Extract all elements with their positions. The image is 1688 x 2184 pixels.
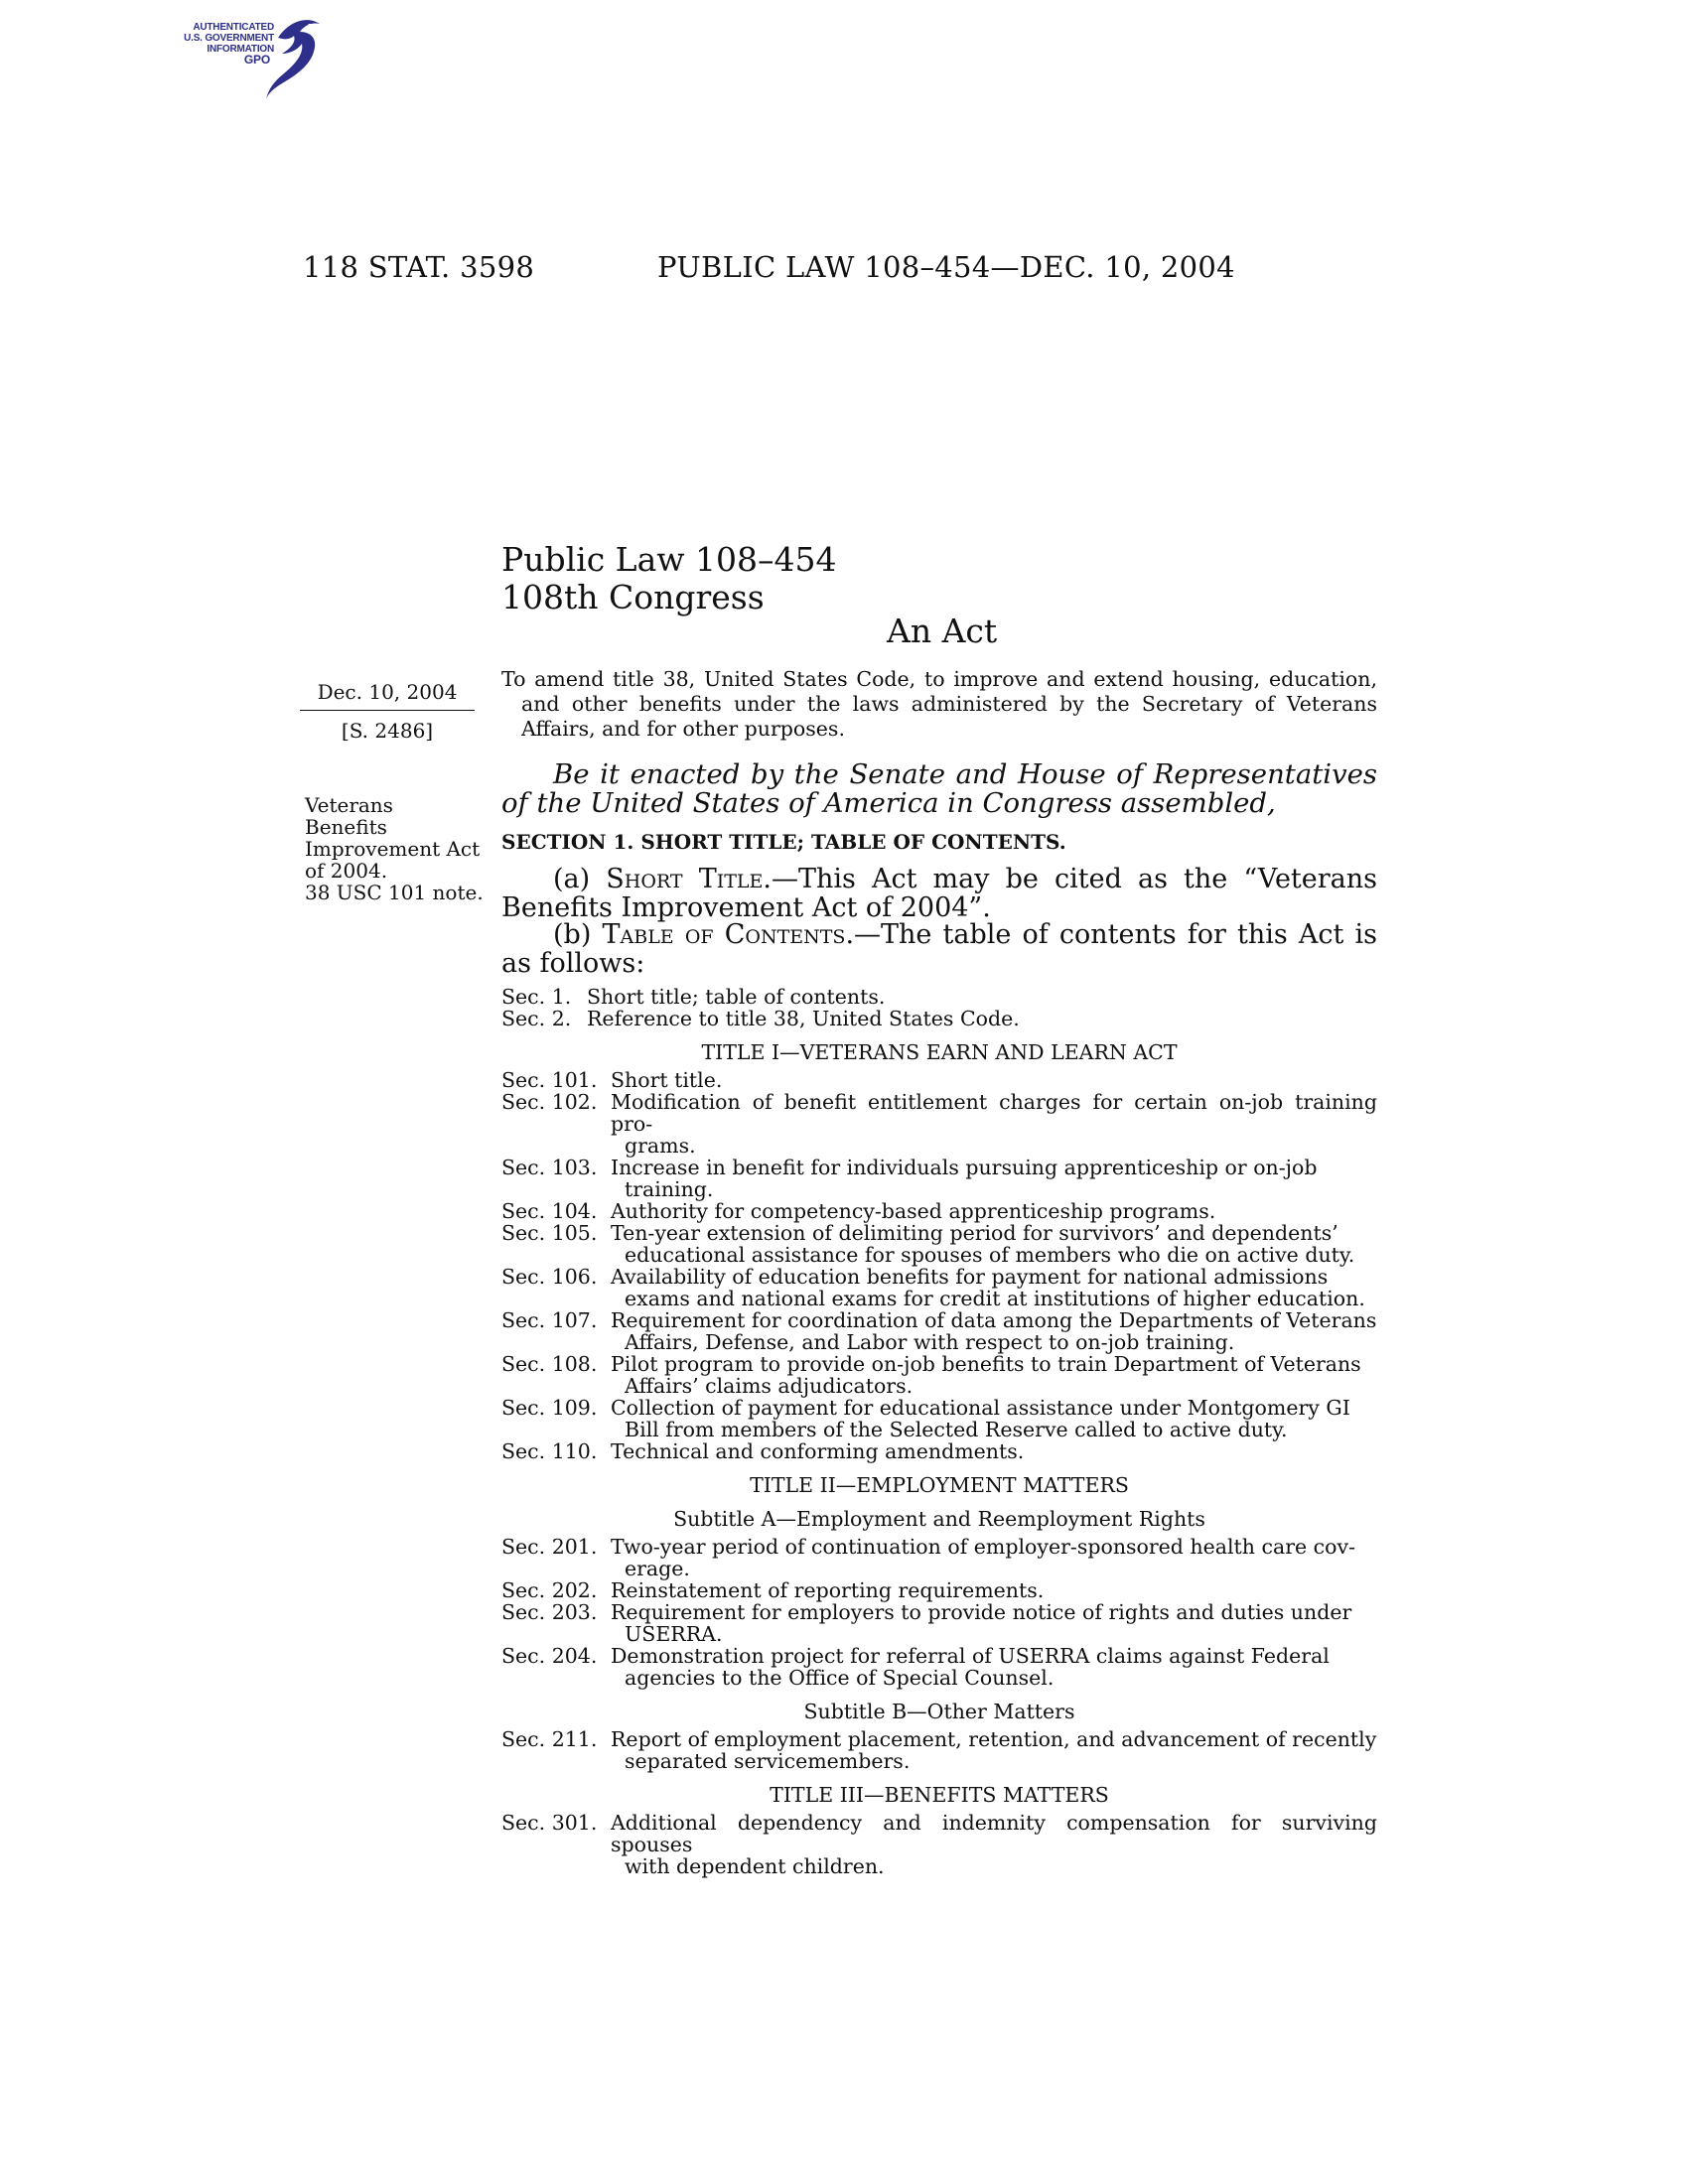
- toc-entry: Sec. 109. Collection of payment for educational assistance under Montgomery GI Bill from members of the Selected Reserve called to active duty.: [501, 1396, 1350, 1441]
- toc-entry: Sec. 110. Technical and conforming amendments.: [501, 1439, 1025, 1463]
- public-law-number: Public Law 108–454: [501, 540, 837, 579]
- toc-title-heading: TITLE II—EMPLOYMENT MATTERS: [750, 1473, 1129, 1497]
- toc-entry: Sec. 107. Requirement for coordination of data among the Departments of Veterans Affairs, Defense, and Labor with respect to on-job training.: [501, 1308, 1377, 1354]
- enacting-clause: Be it enacted by the Senate and House of Representatives of the United States of America in Congress assembled,: [501, 758, 1377, 819]
- sidenote-short-title: Veterans Benefits Improvement Act of 2004. 38 USC 101 note.: [305, 793, 484, 904]
- toc-title-heading: TITLE I—VETERANS EARN AND LEARN ACT: [701, 1040, 1178, 1064]
- toc-entry: Sec. 104. Authority for competency-based apprenticeship programs.: [501, 1199, 1216, 1223]
- gpo-authentication-seal: [139, 10, 338, 99]
- toc-entry: Sec. 101. Short title.: [501, 1068, 723, 1092]
- toc-entry: Sec. 102. Modification of benefit entitlement charges for certain on-job training pro- grams.: [501, 1090, 1377, 1158]
- act-purpose: To amend title 38, United States Code, to improve and extend housing, education, and other benefits under the laws administered by the Secretary of Veterans Affairs, and for other purposes.: [501, 667, 1377, 741]
- toc-entry: Sec. 301. Additional dependency and indemnity compensation for surviving spouses with dependent children.: [501, 1811, 1377, 1878]
- toc-entry: Sec. 1. Short title; table of contents.: [501, 985, 886, 1009]
- toc-entry: Sec. 103. Increase in benefit for individuals pursuing apprenticeship or on-job training.: [501, 1156, 1318, 1201]
- act-label: An Act: [887, 612, 998, 650]
- toc-entry: Sec. 105. Ten-year extension of delimiting period for survivors’ and dependents’ educational assistance for spouses of members who die on active duty.: [501, 1221, 1355, 1267]
- sidenote-rule: [300, 710, 475, 711]
- toc-entry: Sec. 106. Availability of education benefits for payment for national admissions exams and national exams for credit at institutions of higher education.: [501, 1265, 1365, 1310]
- toc-entry: Sec. 108. Pilot program to provide on-job benefits to train Department of Veterans Affairs’ claims adjudicators.: [501, 1352, 1361, 1398]
- seal-text: AUTHENTICATED U.S. GOVERNMENT INFORMATION GPO: [184, 22, 274, 67]
- toc-entry: Sec. 204. Demonstration project for referral of USERRA claims against Federal agencies to the Office of Special Counsel.: [501, 1644, 1330, 1690]
- bill-number: [S. 2486]: [341, 719, 434, 743]
- table-of-contents: [501, 986, 1377, 1877]
- toc-entry: Sec. 203. Requirement for employers to provide notice of rights and duties under USERRA.: [501, 1600, 1352, 1646]
- law-title-block: [501, 541, 836, 616]
- enactment-date: Dec. 10, 2004: [317, 680, 458, 704]
- sidenote-enactment-date: [300, 680, 475, 743]
- subsection-a: (a) Short Title.—This Act may be cited as the “Veterans Benefits Improvement Act of 2004”.: [501, 864, 1377, 923]
- toc-entry: Sec. 202. Reinstatement of reporting requirements.: [501, 1578, 1045, 1602]
- toc-title-heading: TITLE III—BENEFITS MATTERS: [770, 1783, 1109, 1807]
- statute-page-number: 118 STAT. 3598: [303, 250, 535, 284]
- toc-entry: Sec. 211. Report of employment placement, retention, and advancement of recently separated servicemembers.: [501, 1727, 1377, 1773]
- toc-subtitle-heading: Subtitle B—Other Matters: [803, 1700, 1075, 1723]
- toc-subtitle-heading: Subtitle A—Employment and Reemployment Rights: [673, 1507, 1205, 1531]
- toc-entry: Sec. 2. Reference to title 38, United States Code.: [501, 1007, 1020, 1030]
- toc-entry: Sec. 201. Two-year period of continuation of employer-sponsored health care cov- erage.: [501, 1535, 1356, 1580]
- subsection-a-caption: Short Title: [606, 864, 764, 894]
- section-heading: SECTION 1. SHORT TITLE; TABLE OF CONTENTS.: [501, 830, 1066, 854]
- running-header: PUBLIC LAW 108–454—DEC. 10, 2004: [657, 250, 1235, 284]
- eagle-logo-icon: [238, 10, 328, 99]
- subsection-b-caption: Table of Contents: [602, 919, 846, 950]
- subsection-b: (b) Table of Contents.—The table of contents for this Act is as follows:: [501, 919, 1377, 979]
- congress-number: 108th Congress: [501, 578, 765, 616]
